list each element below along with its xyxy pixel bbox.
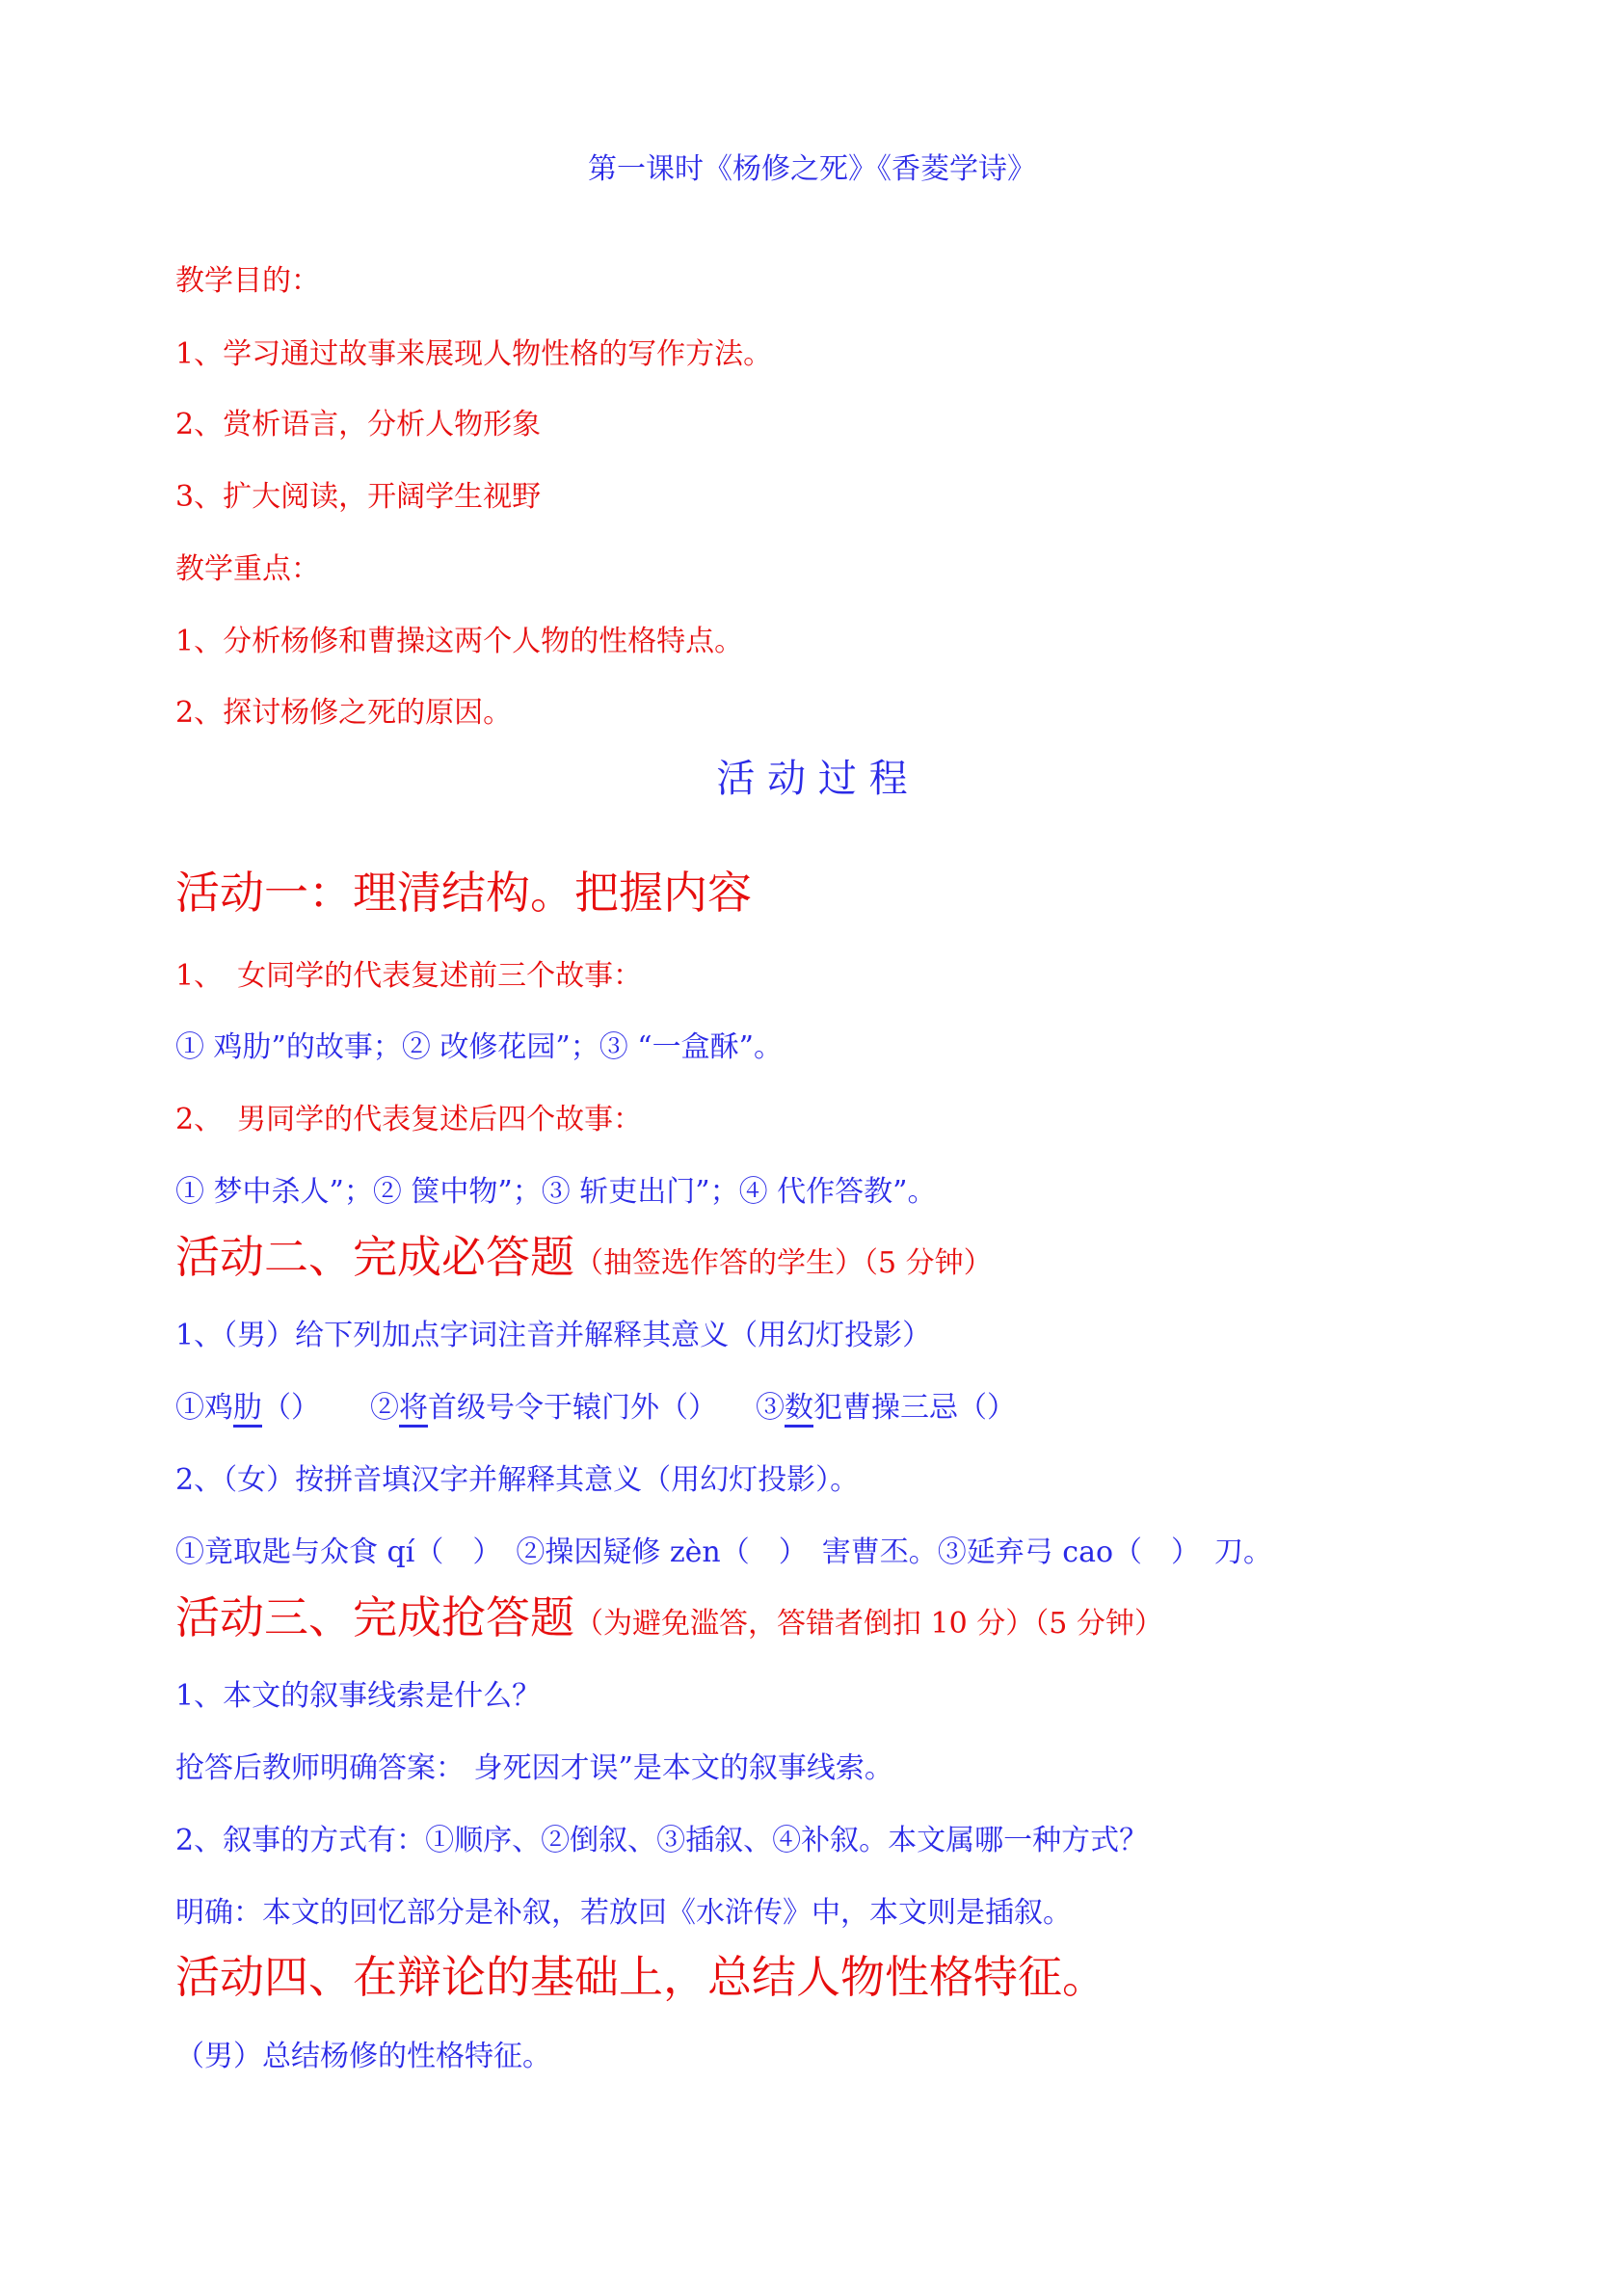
process-heading: 活 动 过 程: [716, 757, 908, 801]
activity3-a2: 明确：本文的回忆部分是补叙，若放回《水浒传》中，本文则是插叙。: [175, 1896, 1072, 1930]
objective-item: 3、扩大阅读，开阔学生视野: [175, 480, 542, 514]
activity4-heading: 活动四、在辩论的基础上，总结人物性格特征。: [175, 1951, 1106, 2003]
activity2-heading: 活动二、完成必答题: [175, 1231, 574, 1283]
objectives-heading: 教学目的：: [175, 264, 320, 298]
q1-item-c-dotted: 数: [785, 1391, 813, 1425]
q1-item-c-suffix: 犯曹操三忌（）: [813, 1391, 1016, 1425]
activity1-item2-detail: ① 梦中杀人”；② 箧中物”；③ 斩吏出门”；④ 代作答教”。: [175, 1175, 937, 1209]
activity1-item1-detail: ① 鸡肋”的故事；② 改修花园”；③ “一盒酥”。: [175, 1030, 783, 1064]
activity3-q1: 1、本文的叙事线索是什么？: [175, 1679, 542, 1713]
activity3-a1: 抢答后教师明确答案： 身死因才误”是本文的叙事线索。: [175, 1751, 893, 1785]
activity2-heading-line: [175, 1230, 993, 1291]
q1-item-b-prefix: ②: [370, 1391, 399, 1425]
activity1-item2: 2、 男同学的代表复述后四个故事：: [175, 1103, 643, 1136]
activity2-q1-items: [175, 1389, 1016, 1428]
q1-item-a-dotted: 肋: [233, 1391, 262, 1425]
activity2-q2: 2、（女）按拼音填汉字并解释其意义（用幻灯投影）。: [175, 1463, 860, 1497]
q1-item-c-prefix: ③: [756, 1391, 785, 1425]
focus-item: 2、探讨杨修之死的原因。: [175, 696, 513, 730]
activity2-q1: 1、（男）给下列加点字词注音并解释其意义（用幻灯投影）: [175, 1319, 932, 1352]
q1-item-a-prefix: ①鸡: [175, 1391, 233, 1425]
objective-item: 1、学习通过故事来展现人物性格的写作方法。: [175, 337, 773, 371]
activity1-item1: 1、 女同学的代表复述前三个故事：: [175, 959, 643, 993]
lesson-title: 第一课时《杨修之死》《香菱学诗》: [588, 152, 1036, 186]
activity3-note: （为避免滥答，答错者倒扣 10 分）（5 分钟）: [574, 1607, 1163, 1641]
activity1-heading: 活动一：理清结构。把握内容: [175, 867, 752, 919]
q1-item-a-suffix: （）: [262, 1391, 320, 1425]
activity2-note: （抽签选作答的学生）（5 分钟）: [574, 1246, 993, 1280]
activity3-heading-line: [175, 1590, 1163, 1651]
focus-item: 1、分析杨修和曹操这两个人物的性格特点。: [175, 625, 744, 658]
activity3-heading: 活动三、完成抢答题: [175, 1591, 574, 1643]
activity3-q2: 2、叙事的方式有：①顺序、②倒叙、③插叙、④补叙。本文属哪一种方式？: [175, 1824, 1149, 1857]
focus-heading: 教学重点：: [175, 552, 320, 586]
q1-item-b-suffix: 首级号令于辕门外（）: [428, 1391, 717, 1425]
objective-item: 2、赏析语言，分析人物形象: [175, 408, 542, 441]
activity4-item1: （男）总结杨修的性格特征。: [175, 2040, 551, 2073]
activity2-q2-items: ①竟取匙与众食 qí（ ） ②操因疑修 zèn（ ） 害曹丕。③延弃弓 cao（ ） 刀。: [175, 1535, 1273, 1569]
q1-item-b-dotted: 将: [399, 1391, 428, 1425]
